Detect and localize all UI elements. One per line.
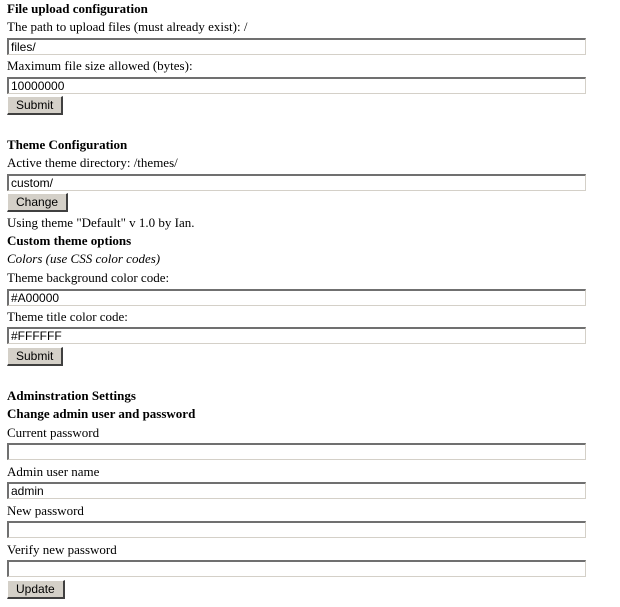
theme-submit-button[interactable]: Submit — [7, 347, 63, 366]
current-password-label: Current password — [7, 425, 100, 440]
admin-change-heading: Change admin user and password — [7, 406, 196, 421]
bg-color-input[interactable] — [7, 289, 586, 306]
verify-password-input[interactable] — [7, 560, 586, 577]
file-upload-heading: File upload configuration — [7, 1, 148, 16]
file-upload-submit-button[interactable]: Submit — [7, 96, 63, 115]
colors-note: Colors (use CSS color codes) — [7, 251, 161, 266]
title-color-input[interactable] — [7, 327, 586, 344]
theme-dir-label: Active theme directory: /themes/ — [7, 155, 178, 170]
max-file-size-label: Maximum file size allowed (bytes): — [7, 58, 193, 73]
new-password-input[interactable] — [7, 521, 586, 538]
new-password-label: New password — [7, 503, 84, 518]
theme-config-heading: Theme Configuration — [7, 137, 128, 152]
bg-color-label: Theme background color code: — [7, 270, 170, 285]
current-password-input[interactable] — [7, 443, 586, 460]
theme-dir-input[interactable] — [7, 174, 586, 191]
admin-username-input[interactable] — [7, 482, 586, 499]
custom-theme-heading: Custom theme options — [7, 233, 132, 248]
admin-username-label: Admin user name — [7, 464, 100, 479]
upload-path-label: The path to upload files (must already exist): / — [7, 19, 248, 34]
admin-update-button[interactable]: Update — [7, 580, 65, 599]
upload-path-input[interactable] — [7, 38, 586, 55]
theme-change-button[interactable]: Change — [7, 193, 68, 212]
max-file-size-input[interactable] — [7, 77, 586, 94]
admin-settings-heading: Adminstration Settings — [7, 388, 136, 403]
verify-password-label: Verify new password — [7, 542, 117, 557]
title-color-label: Theme title color code: — [7, 309, 128, 324]
theme-status-text: Using theme "Default" v 1.0 by Ian. — [7, 215, 195, 230]
